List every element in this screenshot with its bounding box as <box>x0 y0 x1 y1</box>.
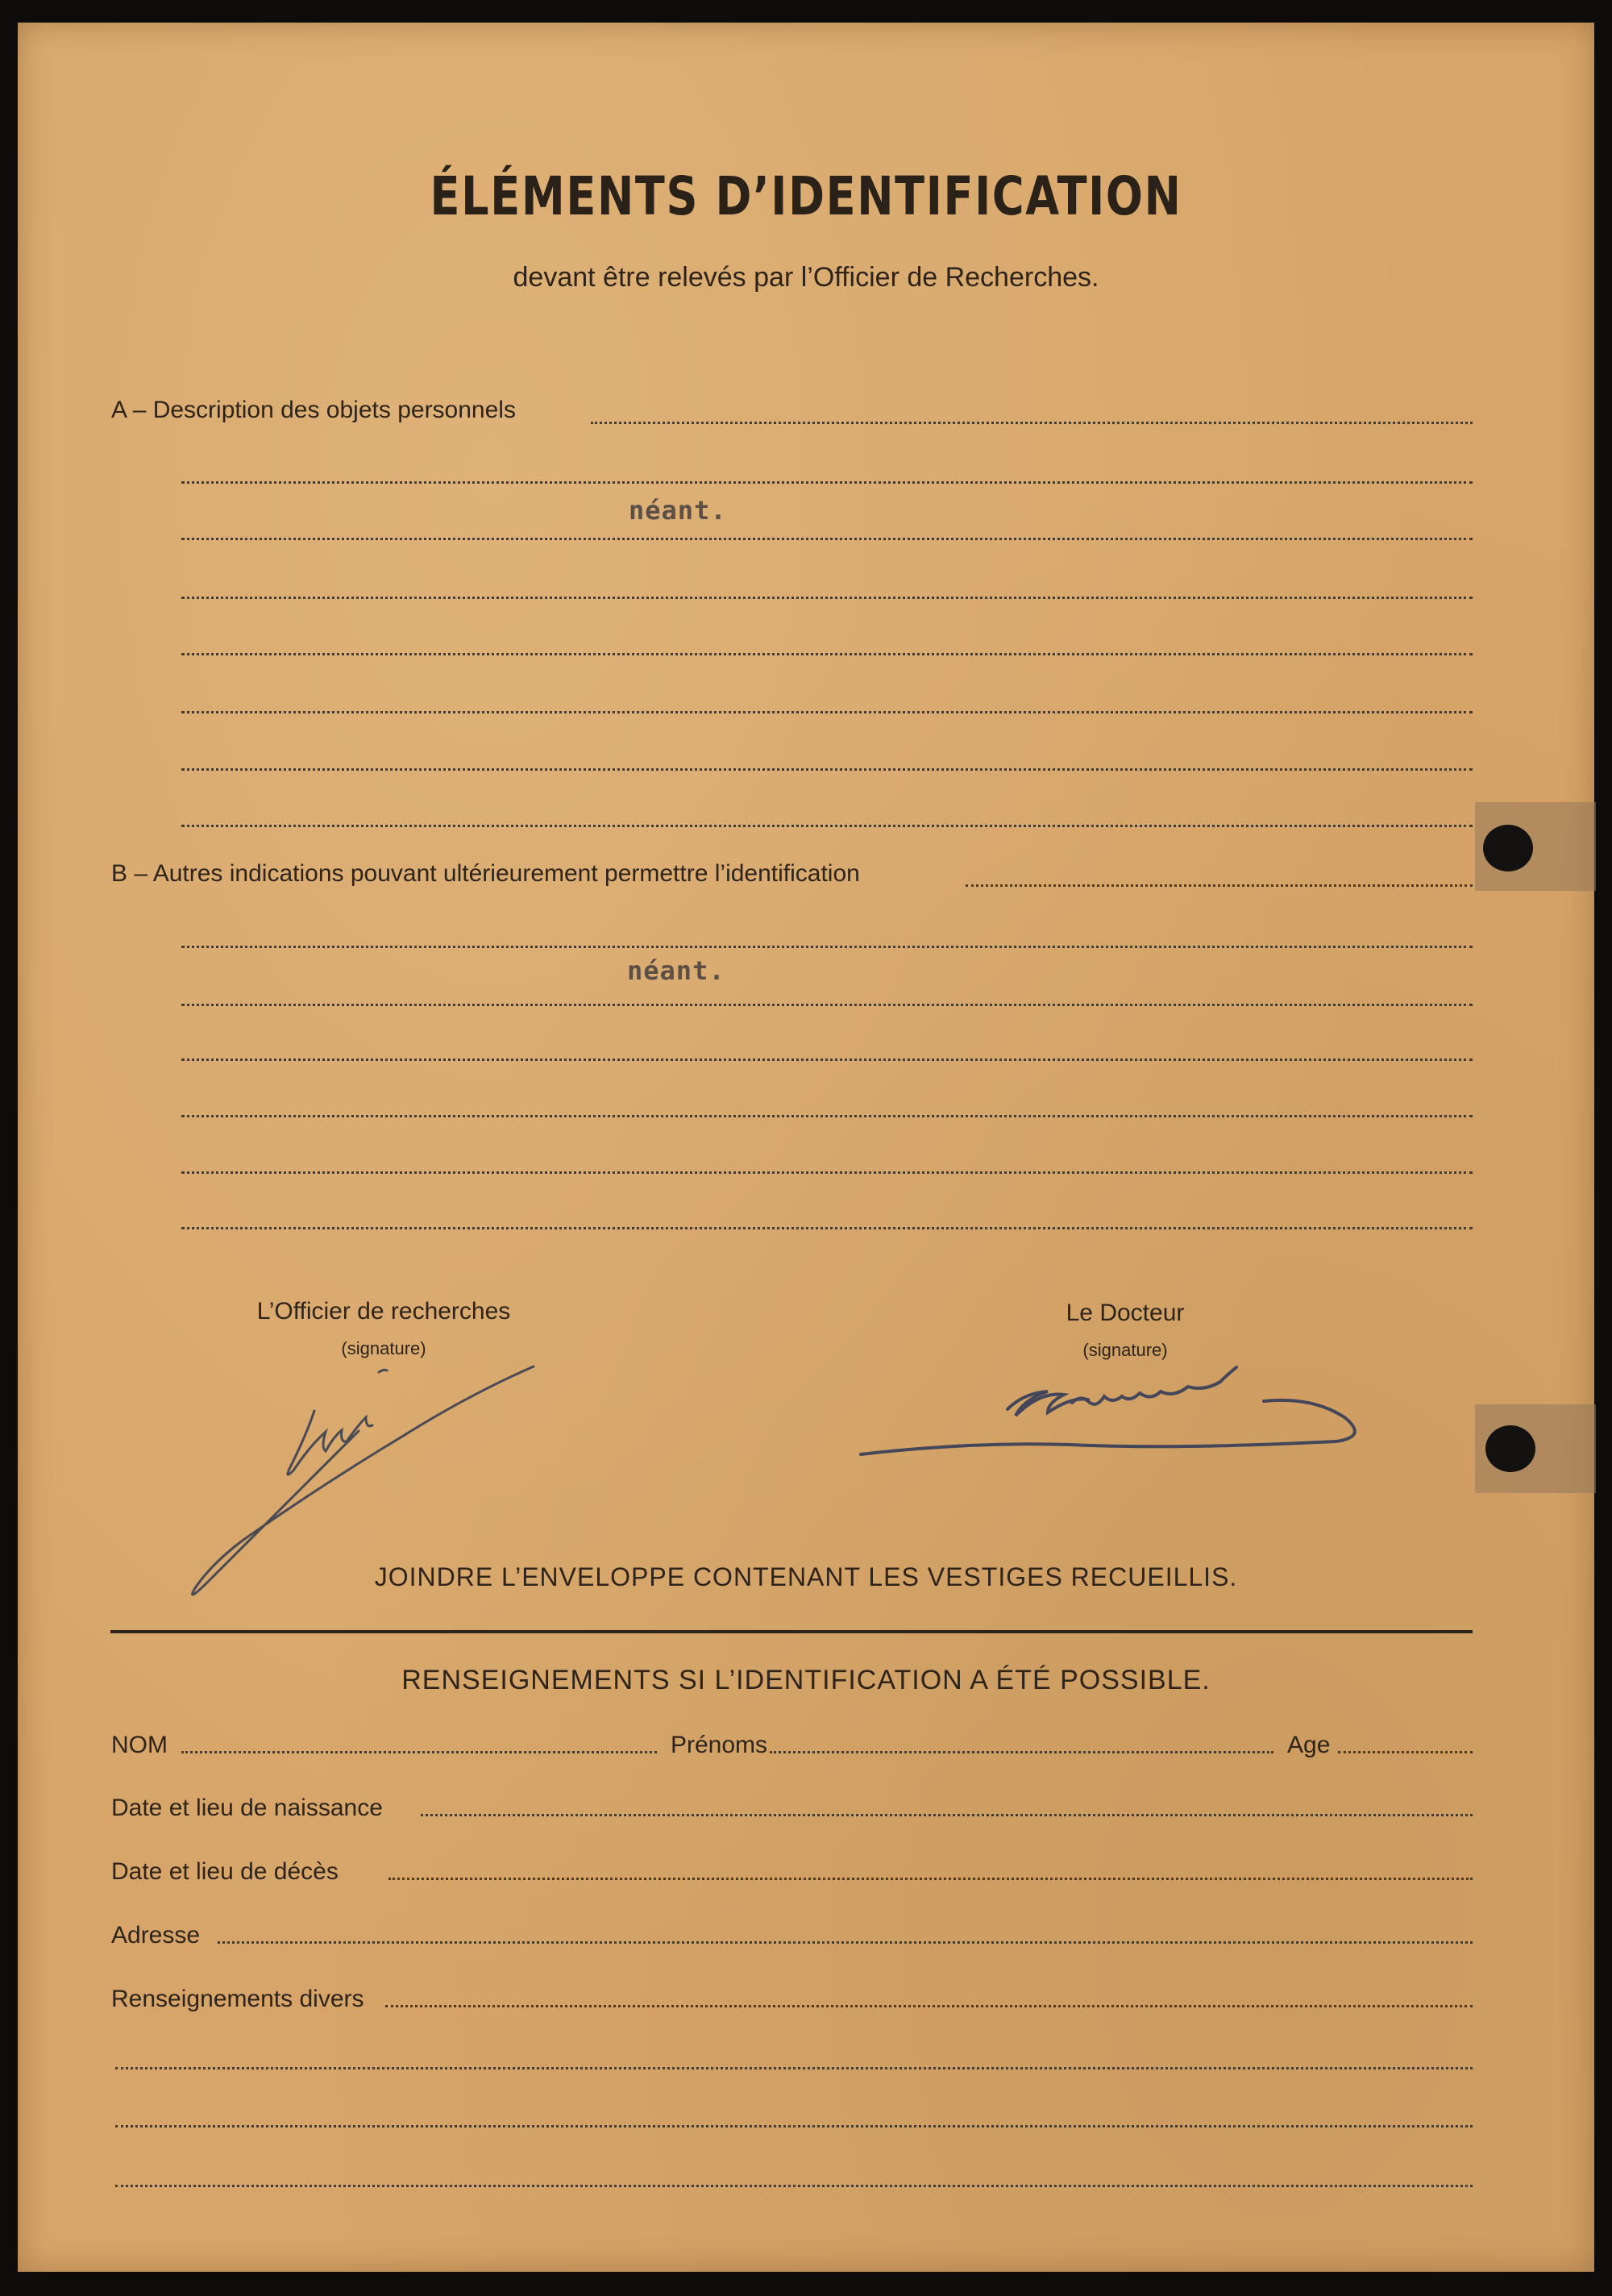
nom-field[interactable] <box>181 1751 657 1753</box>
adresse-label: Adresse <box>111 1922 201 1949</box>
nom-label: NOM <box>111 1732 168 1758</box>
envelope-notice: JOINDRE L’ENVELOPPE CONTENANT LES VESTIGES RECUEILLIS. <box>374 1562 1238 1591</box>
officer-signature-label: L’Officier de recherches <box>256 1298 511 1325</box>
adresse-field[interactable] <box>218 1941 1473 1944</box>
doctor-signature-label: Le Docteur <box>1066 1300 1185 1326</box>
prenoms-field[interactable] <box>770 1751 1273 1753</box>
naissance-field[interactable] <box>421 1814 1473 1816</box>
section-b-label: B – Autres indications pouvant ultérieurement permettre l’identification <box>111 860 860 887</box>
divers-field[interactable] <box>115 2067 1473 2069</box>
identification-section-title: RENSEIGNEMENTS SI L’IDENTIFICATION A ÉTÉ POSSIBLE. <box>401 1665 1211 1695</box>
doctor-signature-sub: (signature) <box>1082 1340 1168 1360</box>
section-a-label: A – Description des objets personnels <box>111 397 516 423</box>
age-label: Age <box>1287 1732 1331 1758</box>
divers-label: Renseignements divers <box>111 1986 364 2012</box>
age-field[interactable] <box>1338 1751 1473 1753</box>
officer-signature-sub: (signature) <box>341 1338 426 1358</box>
deces-field[interactable] <box>388 1878 1473 1880</box>
divers-field[interactable] <box>115 2125 1473 2128</box>
divers-field[interactable] <box>115 2185 1473 2187</box>
section-b-typed-value: néant. <box>627 955 725 986</box>
form-subtitle: devant être relevés par l’Officier de Recherches. <box>513 262 1099 293</box>
section-divider <box>110 1630 1473 1633</box>
naissance-label: Date et lieu de naissance <box>111 1795 383 1821</box>
divers-field[interactable] <box>385 2005 1473 2007</box>
form-title: ÉLÉMENTS D’IDENTIFICATION <box>430 165 1182 227</box>
section-a-typed-value: néant. <box>629 495 727 526</box>
deces-label: Date et lieu de décès <box>111 1858 339 1885</box>
prenoms-label: Prénoms <box>671 1732 768 1758</box>
